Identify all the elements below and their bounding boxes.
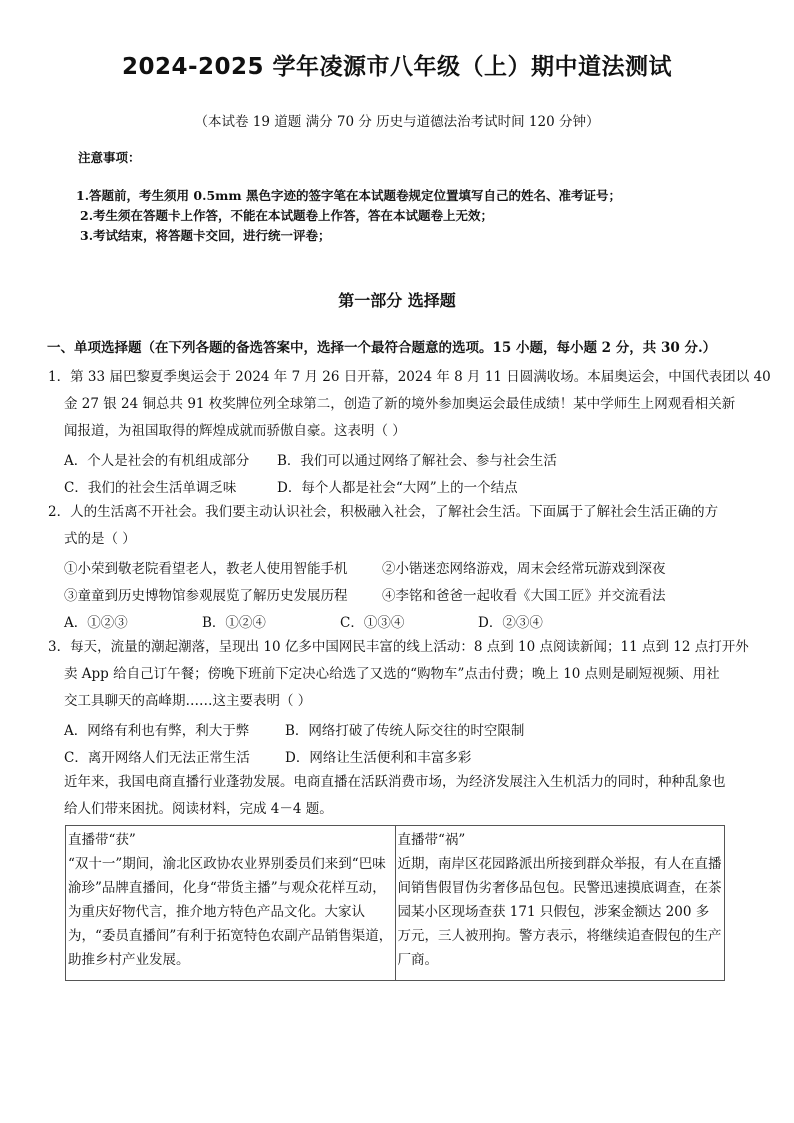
material-intro-line-1: 近年来，我国电商直播行业蓬勃发展。电商直播在活跃消费市场，为经济发展注入生机活力的同时，种种乱象也 [64, 774, 726, 790]
q1-option-b: B．我们可以通过网络了解社会、参与社会生活 [277, 453, 557, 469]
exam-title: 2024-2025 学年凌源市八年级（上）期中道法测试 [121, 54, 673, 80]
q3-line-2: 卖 App 给自己订午餐；傍晚下班前下定决心给选了又选的“购物车”点击付费；晚上 10 点则是刷短视频、用社 [64, 666, 720, 682]
q2-option-c: C．①③④ [340, 615, 405, 631]
q1-option-d: D．每个人都是社会“大网”上的一个结点 [277, 480, 518, 496]
part-one-title: 第一部分 选择题 [338, 291, 456, 310]
q3-option-c: C．离开网络人们无法正常生活 [64, 750, 250, 766]
q2-item-1: ①小荣到敬老院看望老人，教老人使用智能手机 [64, 561, 348, 577]
notice-heading: 注意事项： [78, 150, 141, 165]
q1-line-2: 金 27 银 24 铜总共 91 枚奖牌位列全球第二，创造了新的境外参加奥运会最佳成绩！某中学师生上网观看相关新 [64, 396, 736, 412]
q2-item-4: ④李铭和爸爸一起收看《大国工匠》并交流看法 [382, 588, 666, 604]
notice-item-1: 1.答题前，考生须用 0.5mm 黑色字迹的签字笔在本试题卷规定位置填写自己的姓名、准考证号； [76, 188, 621, 203]
material-intro-line-2: 给人们带来困扰。阅读材料，完成 4－4 题。 [64, 801, 333, 817]
material-right-cell [395, 826, 725, 981]
material-right-heading: 直播带“祸” [397, 832, 466, 848]
q3-option-b: B．网络打破了传统人际交往的时空限制 [285, 723, 525, 739]
notice-item-3: 3.考试结束，将答题卡交回，进行统一评卷； [80, 228, 331, 243]
material-left-cell [66, 826, 396, 981]
material-right-body: 近期，南岸区花园路派出所接到群众举报，有人在直播间销售假冒伪劣奢侈品包包。民警迅速摸底调查，在茶园某小区现场查获 171 只假包，涉案金额达 200 多万元，三人被刑拘。警方表示，将继续追查假包的生产厂商。 [397, 856, 722, 968]
q2-line-2: 式的是（ ） [64, 531, 136, 547]
q1-option-a: A．个人是社会的有机组成部分 [64, 453, 250, 469]
material-row [66, 826, 725, 981]
material-table [65, 825, 725, 981]
q3-line-3: 交工具聊天的高峰期……这主要表明（ ） [64, 693, 312, 709]
q3-option-a: A．网络有利也有弊，利大于弊 [64, 723, 250, 739]
q2-item-2: ②小锴迷恋网络游戏，周末会经常玩游戏到深夜 [382, 561, 666, 577]
q1-line-3: 闻报道，为祖国取得的辉煌成就而骄傲自豪。这表明（ ） [64, 423, 406, 439]
q2-option-d: D．②③④ [478, 615, 543, 631]
notice-item-2: 2.考生须在答题卡上作答，不能在本试题卷上作答，答在本试题卷上无效； [80, 208, 494, 223]
section-heading: 一、单项选择题（在下列各题的备选答案中，选择一个最符合题意的选项。15 小题，每小题 2 分，共 30 分.） [47, 340, 717, 356]
q2-line-1: 2．人的生活离不开社会。我们要主动认识社会，积极融入社会，了解社会生活。下面属于了解社会生活正确的方 [48, 504, 719, 520]
q2-item-3: ③童童到历史博物馆参观展览了解历史发展历程 [64, 588, 348, 604]
q2-option-a: A．①②③ [64, 615, 128, 631]
q1-option-c: C．我们的社会生活单调乏味 [64, 480, 237, 496]
q3-line-1: 3．每天，流量的潮起潮落，呈现出 10 亿多中国网民丰富的线上活动：8 点到 10 点阅读新闻；11 点到 12 点打开外 [48, 639, 749, 655]
q2-option-b: B．①②④ [202, 615, 266, 631]
q1-line-1: 1．第 33 届巴黎夏季奥运会于 2024 年 7 月 26 日开幕，2024 年 8 月 11 日圆满收场。本届奥运会，中国代表团以 40 [48, 369, 771, 385]
material-left-body: “双十一”期间，渝北区政协农业界别委员们来到“巴味渝珍”品牌直播间，化身“带货主播”与观众花样互动，为重庆好物代言，推介地方特色产品文化。大家认为，“委员直播间”有利于拓宽特色农副产品销售渠道，助推乡村产业发展。 [68, 856, 393, 968]
q3-option-d: D．网络让生活便利和丰富多彩 [285, 750, 472, 766]
material-left-heading: 直播带“获” [68, 832, 136, 848]
exam-subtitle: （本试卷 19 道题 满分 70 分 历史与道德法治考试时间 120 分钟） [194, 114, 600, 130]
